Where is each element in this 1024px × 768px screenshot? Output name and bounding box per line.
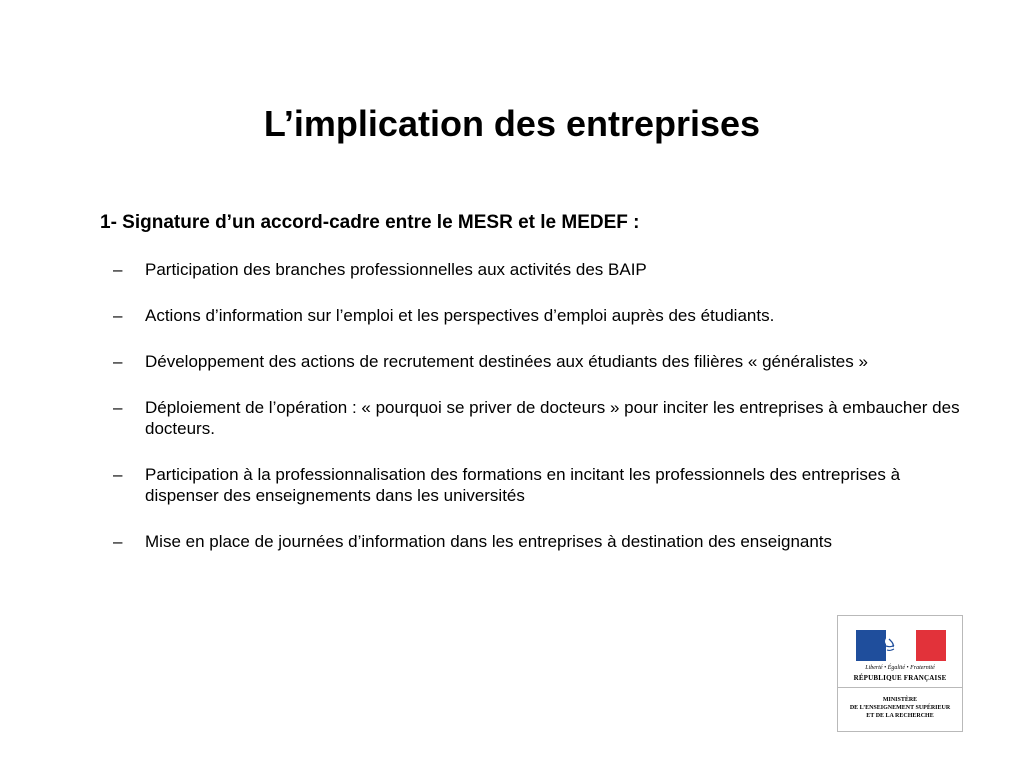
bullet-dash: – xyxy=(113,306,123,325)
bullet-dash: – xyxy=(113,465,123,484)
logo-ministry-name xyxy=(838,696,962,720)
bullet-text: Mise en place de journées d’information dans les entreprises à destination des enseignants xyxy=(145,532,833,551)
bullet-item xyxy=(113,351,973,372)
bullet-text: Participation des branches professionnelles aux activités des BAIP xyxy=(145,260,647,279)
bullet-item xyxy=(113,305,973,326)
ministry-line: ET DE LA RECHERCHE xyxy=(866,713,934,719)
ministry-logo xyxy=(837,615,963,732)
bullet-dash: – xyxy=(113,260,123,279)
bullet-text: Développement des actions de recrutement destinées aux étudiants des filières « généralistes » xyxy=(145,352,868,371)
bullet-item xyxy=(113,259,973,280)
bullet-dash: – xyxy=(113,532,123,551)
bullet-item xyxy=(113,397,973,439)
bullet-list xyxy=(113,259,973,577)
bullet-text: Déploiement de l’opération : « pourquoi se priver de docteurs » pour inciter les entreprises à embaucher des docteurs. xyxy=(145,398,960,438)
ministry-line: MINISTÈRE xyxy=(882,697,918,703)
marianne-profile-icon xyxy=(856,630,946,661)
ministry-line: DE L’ENSEIGNEMENT SUPÉRIEUR xyxy=(849,705,951,711)
logo-divider xyxy=(838,687,962,688)
section-heading: 1- Signature d’un accord-cadre entre le MESR et le MEDEF : xyxy=(100,212,640,233)
slide-title: L’implication des entreprises xyxy=(263,103,761,144)
logo-motto: Liberté • Égalité • Fraternité xyxy=(865,665,935,671)
marianne-flag-icon xyxy=(856,630,946,661)
bullet-dash: – xyxy=(113,398,123,417)
bullet-item xyxy=(113,531,973,552)
bullet-text: Participation à la professionnalisation des formations en incitant les professionnels des entreprises à dispenser des enseignements dans les universités xyxy=(145,465,901,505)
logo-republic-name: RÉPUBLIQUE FRANÇAISE xyxy=(853,674,947,682)
bullet-dash: – xyxy=(113,352,123,371)
bullet-item xyxy=(113,464,973,506)
bullet-text: Actions d’information sur l’emploi et les perspectives d’emploi auprès des étudiants. xyxy=(145,306,775,325)
